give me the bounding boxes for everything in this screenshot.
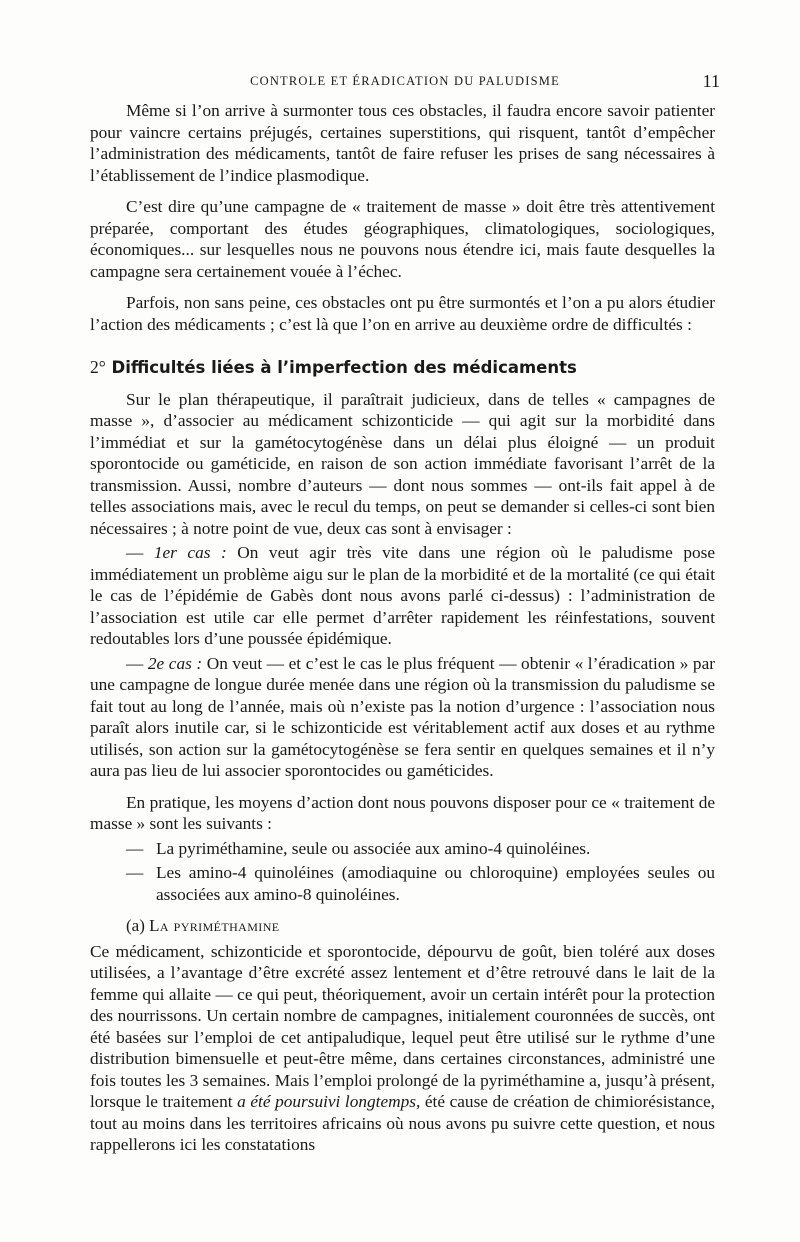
case-label: 1er cas :	[153, 543, 227, 562]
paragraph: Même si l’on arrive à surmonter tous ces obstacles, il faudra encore savoir patienter pour vaincre certains préjugés, certaines superstitions, qui risquent, tantôt d’empêcher l’administration des médicaments, tantôt de faire refuser les prises de sang nécessaires à l’établissement de l’indice plasmodique.	[90, 101, 715, 185]
running-header	[90, 72, 720, 96]
paragraph-text: été cause de création de chimiorésistance, tout au moins dans les territoires africains où nous avons pu suivre cette question, et nous rappellerons ici les constatations	[90, 1092, 715, 1154]
italic-phrase: a été poursuivi longtemps,	[237, 1092, 421, 1111]
page-number: 11	[702, 71, 720, 91]
list-item-text: La pyriméthamine, seule ou associée aux amino-4 quinoléines.	[156, 838, 591, 858]
paragraph: C’est dire qu’une campagne de « traitement de masse » doit être très attentivement préparée, comportant des études géographiques, climatologiques, sociologiques, économiques... sur lesquelles nous ne pouvons nous étendre ici, mais faute desquelles la campagne sera certainement vouée à l’échec.	[90, 197, 715, 281]
subsection-title: La pyriméthamine	[149, 916, 280, 935]
paragraph: Parfois, non sans peine, ces obstacles ont pu être surmontés et l’on a pu alors étudier l’action des médicaments ; c’est là que l’on en arrive au deuxième ordre de difficultés :	[90, 293, 715, 334]
section-number: 2°	[90, 357, 106, 377]
paragraph	[90, 941, 715, 1156]
running-title: CONTROLE ET ÉRADICATION DU PALUDISME	[250, 74, 560, 88]
list-item	[90, 862, 715, 905]
section-heading	[90, 357, 715, 379]
paragraph: En pratique, les moyens d’action dont nous pouvons disposer pour ce « traitement de masse » sont les suivants :	[90, 792, 715, 833]
subsection-heading	[126, 915, 715, 937]
case-dash: —	[126, 653, 144, 673]
paragraph: Sur le plan thérapeutique, il paraîtrait judicieux, dans de telles « campagnes de masse », d’associer au médicament schizonticide — qui agit sur la morbidité dans l’immédiat et sur la gamétocytogénèse dans un délai plus éloigné — un produit sporontocide ou gaméticide, en raison de son action immédiate favorisant l’arrêt de la transmission. Aussi, nombre d’auteurs — dont nous sommes — ont-ils fait appel à de telles associations mais, avec le recul du temps, on peut se demander si celles-ci sont bien nécessaires ; à notre point de vue, deux cas sont à envisager :	[90, 389, 715, 538]
paragraph-text: Ce médicament, schizonticide et sporontocide, dépourvu de goût, bien toléré aux doses utilisées, a l’avantage d’être excrété assez lentement et d’être retrouvé dans le lait de la femme qui allaite — ce qui peut, théoriquement, avoir un certain intérêt pour la protection des nourrissons. Un certain nombre de campagnes, initialement couronnées de succès, ont été basées sur l’emploi de cet antipaludique, lequel peut être utilisé sur le rythme d’une distribution bimensuelle et peut-être même, dans certaines circonstances, administré une fois toutes les 3 semaines. Mais l’emploi prolongé de la pyriméthamine a, jusqu’à présent, lorsque le traitement	[90, 941, 715, 1111]
means-list	[90, 838, 715, 906]
list-dash: —	[126, 838, 144, 858]
list-item	[90, 838, 715, 860]
list-item-text: Les amino-4 quinoléines (amodiaquine ou chloroquine) employées seules ou associées aux amino-8 quinoléines.	[156, 863, 715, 904]
case-paragraph	[90, 653, 715, 782]
section-title: Difficultés liées à l’imperfection des médicaments	[111, 358, 577, 377]
case-dash: —	[126, 543, 144, 562]
case-text: On veut agir très vite dans une région où le paludisme pose immédiatement un problème aigu sur le plan de la morbidité et de la mortalité (ce qui était le cas de l’épidémie de Gabès dont nous avons parlé ci-dessus) : l’administration de l’association est utile car elle permet d’arrêter rapidement les réinfestations, souvent redoutables lors d’une poussée épidémique.	[90, 543, 716, 648]
case-paragraph	[90, 542, 715, 650]
subsection-label: (a)	[126, 916, 145, 935]
case-label: 2e cas :	[147, 653, 203, 673]
list-dash: —	[126, 863, 144, 882]
body-text	[90, 100, 715, 1166]
case-text: On veut — et c’est le cas le plus fréquent — obtenir « l’éradication » par une campagne de longue durée menée dans une région où la transmission du paludisme se fait tout au long de l’année, mais où n’existe pas la notion d’urgence : l’association nous paraît alors inutile car, si le schizonticide est véritablement actif aux doses et au rythme utilisés, son action sur la gamétocytogénèse se fera sentir en quelques semaines et il n’y aura pas lieu de lui associer sporontocides ou gaméticides.	[90, 653, 715, 780]
